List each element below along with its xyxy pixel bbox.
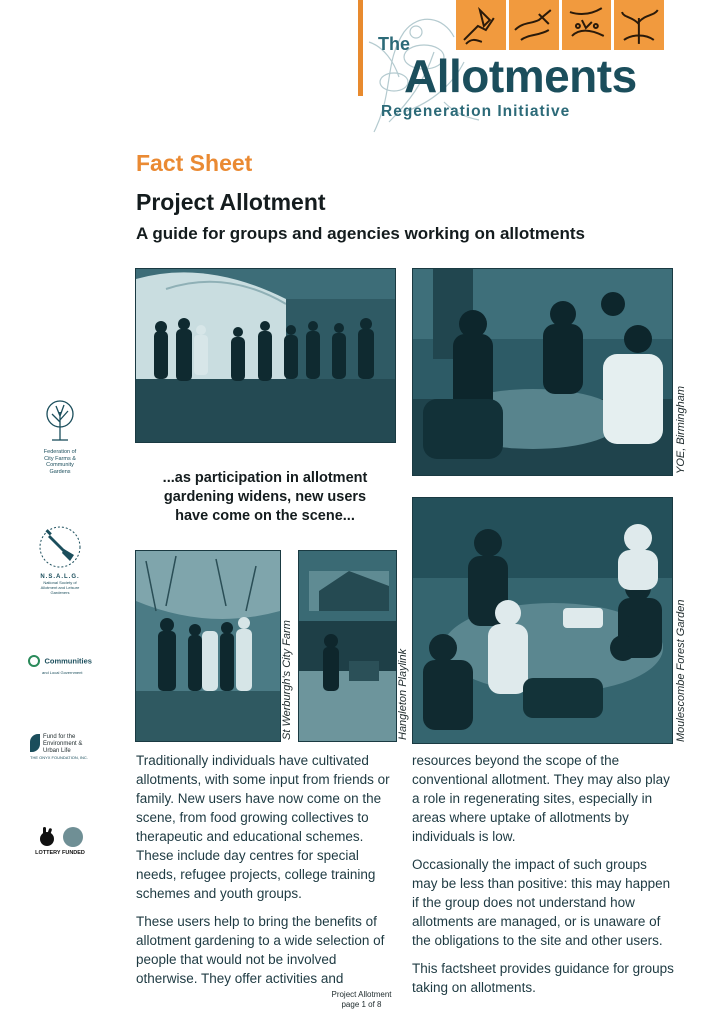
tree-icon: [40, 398, 80, 444]
pull-quote: ...as participation in allotment gardening widens, new users have come on the scene...: [162, 470, 368, 524]
body-paragraph: Occasionally the impact of such groups may be less than positive: this may happen if the group does not understand how allotments are managed, or is unaware of the obligations to the site and other users.: [412, 857, 671, 948]
hand-trowel-icon: [456, 0, 506, 50]
fact-sheet-label: Fact Sheet: [136, 150, 253, 176]
hand-seeds-icon: [562, 0, 612, 50]
lottery-funded-logo: [30, 826, 90, 856]
nsalg-text: N.S.A.L.G.: [40, 574, 80, 580]
hand-fork-icon: [509, 0, 559, 50]
fund-text: Fund for the Environment & Urban Life: [43, 734, 83, 754]
caption-yoe-birmingham: YOE, Birmingham: [675, 385, 687, 474]
logo-allotments: Allotments: [404, 50, 637, 102]
leaf-icon: [30, 734, 40, 752]
communities-small-text: and Local Government: [42, 670, 83, 675]
lottery-text: LOTTERY FUNDED: [35, 850, 85, 856]
photo-moulescombe-forest-garden: [412, 497, 673, 744]
footer-page-number: page 1 of 8: [341, 1000, 382, 1009]
fund-small-text: THE ONYX FOUNDATION, INC.: [30, 755, 88, 760]
hand-plant-icon: [614, 0, 664, 50]
nsalg-logo: [30, 525, 90, 595]
crossed-fingers-icon: [37, 826, 57, 848]
footer-title: Project Allotment: [331, 990, 392, 999]
communities-text: Communities: [44, 656, 92, 666]
logo-hand-tiles: [456, 0, 664, 50]
body-paragraph: resources beyond the scope of the conventional allotment. They may also play a role in regenerating sites, especially in areas where uptake of allotments by individuals is low.: [412, 753, 670, 844]
fund-environment-logo: [30, 734, 92, 762]
caption-hangleton-playlink: Hangleton Playlink: [397, 648, 409, 740]
body-paragraph: Traditionally individuals have cultivated allotments, with some input from friends or family. New users have now come on the scene, from food growing collectives to therapeutic and educational schemes. These include day centres for special needs, refugee projects, college training schemes and youth groups.: [136, 753, 390, 901]
nsalg-small-text: National Society of Allotment and Leisure Gardeners: [40, 580, 80, 595]
page-subtitle: A guide for groups and agencies working on allotments: [136, 224, 585, 243]
photo-st-werburghs: [135, 550, 281, 742]
body-column-left: [136, 751, 398, 997]
caption-st-werburghs: St Werburgh's City Farm: [281, 620, 293, 740]
page-footer: [0, 990, 723, 1010]
communities-logo: [28, 652, 92, 677]
body-paragraph: This factsheet provides guidance for groups taking on allotments.: [412, 961, 674, 995]
logo-orange-rule: [358, 0, 363, 96]
photo-children-planting: [412, 268, 673, 476]
communities-swirl-icon: [28, 655, 40, 667]
photo-group-polytunnel: [135, 268, 396, 443]
caption-moulescombe: Moulescombe Forest Garden: [675, 599, 687, 742]
photo-hangleton-playlink: [298, 550, 397, 742]
federation-text: Federation of City Farms & Community Gardens: [43, 449, 77, 475]
body-column-right: [412, 751, 674, 1006]
logo-subtitle: Regeneration Initiative: [381, 103, 571, 120]
logo-the: The: [378, 34, 411, 54]
spade-icon: [38, 525, 82, 569]
lottery-badge-icon: [63, 827, 83, 847]
page-title: Project Allotment: [136, 189, 326, 215]
federation-city-farms-logo: [30, 398, 90, 475]
body-paragraph: These users help to bring the benefits of allotment gardening to a wide selection of people that would not be involved otherwise. They offer activities and: [136, 914, 385, 986]
